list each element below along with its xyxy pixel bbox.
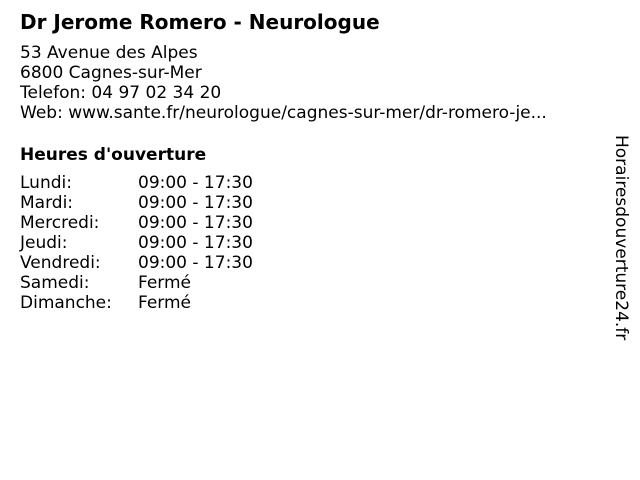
hours-value: 09:00 - 17:30 — [138, 213, 253, 233]
hours-row-sunday — [20, 293, 253, 313]
city-address: 6800 Cagnes-sur-Mer — [20, 63, 202, 83]
phone-number: Telefon: 04 97 02 34 20 — [20, 83, 222, 103]
hours-value: 09:00 - 17:30 — [138, 193, 253, 213]
website-link[interactable]: Web: www.sante.fr/neurologue/cagnes-sur-mer/dr-romero-je... — [20, 103, 547, 123]
day-label: Mardi: — [20, 193, 74, 213]
hours-row-wednesday — [20, 213, 253, 233]
hours-value: 09:00 - 17:30 — [138, 173, 253, 193]
hours-heading: Heures d'ouverture — [20, 145, 207, 165]
hours-row-monday — [20, 173, 253, 193]
hours-value: 09:00 - 17:30 — [138, 253, 253, 273]
day-label: Lundi: — [20, 173, 72, 193]
site-watermark: Horairesdouverture24.fr — [611, 135, 631, 341]
day-label: Jeudi: — [20, 233, 68, 253]
hours-row-thursday — [20, 233, 253, 253]
hours-row-saturday — [20, 273, 253, 293]
hours-row-tuesday — [20, 193, 253, 213]
street-address: 53 Avenue des Alpes — [20, 43, 198, 63]
page-title: Dr Jerome Romero - Neurologue — [20, 10, 380, 34]
day-label: Vendredi: — [20, 253, 101, 273]
hours-value: 09:00 - 17:30 — [138, 233, 253, 253]
hours-table — [20, 173, 253, 313]
day-label: Samedi: — [20, 273, 90, 293]
day-label: Dimanche: — [20, 293, 112, 313]
hours-value: Fermé — [138, 293, 192, 313]
day-label: Mercredi: — [20, 213, 100, 233]
hours-row-friday — [20, 253, 253, 273]
address-block — [20, 43, 547, 123]
hours-value: Fermé — [138, 273, 192, 293]
